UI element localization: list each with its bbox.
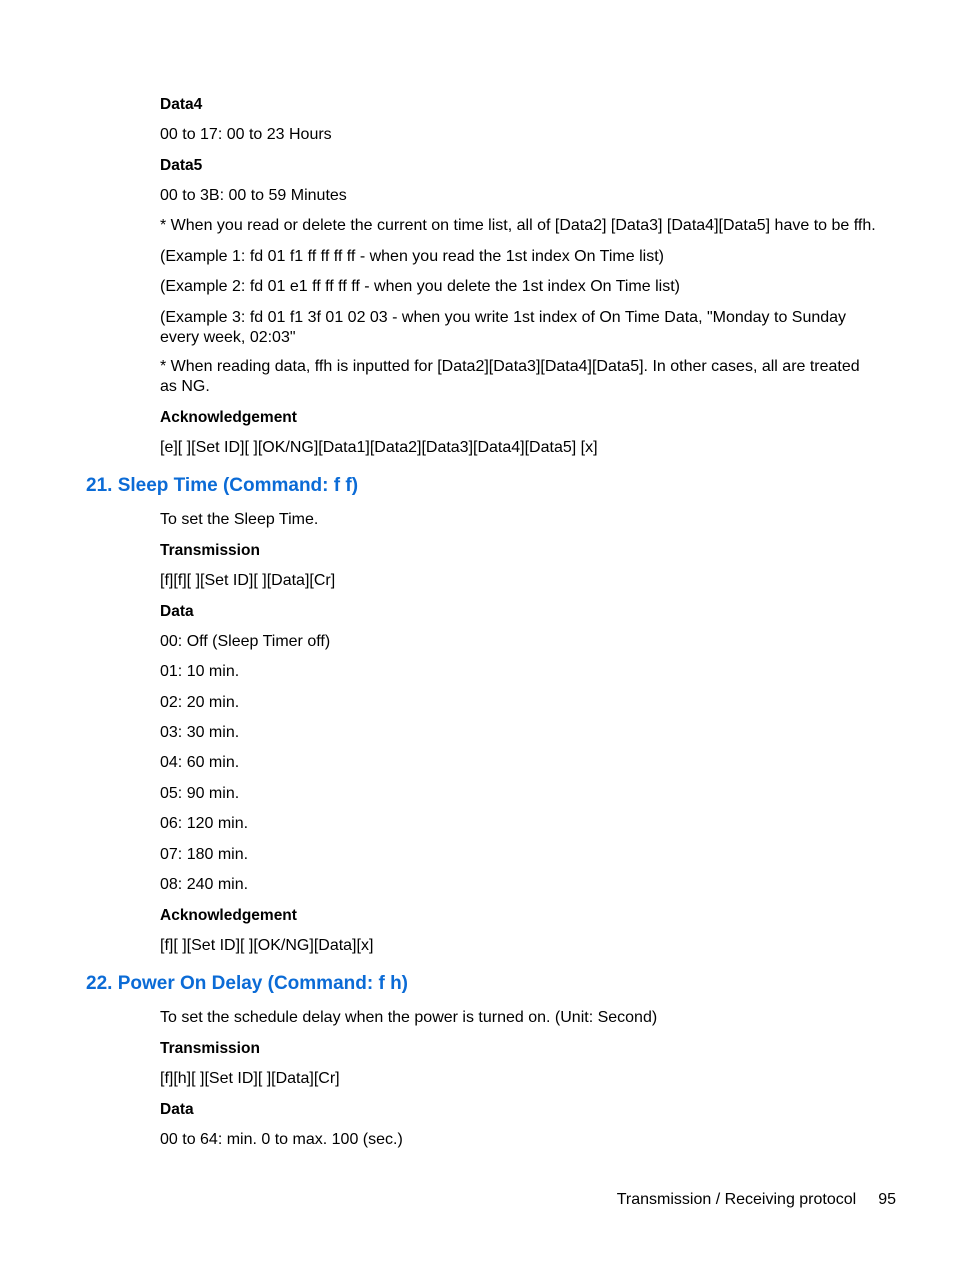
section-22-intro: To set the schedule delay when the power is turned on. (Unit: Second) [160, 1009, 658, 1026]
section-21-acknowledgement-value: [f][ ][Set ID][ ][OK/NG][Data][x] [160, 937, 374, 954]
sleep-option: 02: 20 min. [160, 694, 240, 711]
acknowledgement-label: Acknowledgement [160, 409, 297, 426]
sleep-option: 07: 180 min. [160, 846, 249, 863]
example-3: (Example 3: fd 01 f1 3f 01 02 03 - when you write 1st index of On Time Data, "Monday to Sunday every week, 02:03" [160, 309, 847, 346]
sleep-option: 08: 240 min. [160, 876, 249, 893]
note-read-delete: * When you read or delete the current on time list, all of [Data2] [Data3] [Data4][Data5] have to be ffh. [160, 217, 876, 234]
example-2: (Example 2: fd 01 e1 ff ff ff ff - when you delete the 1st index On Time list) [160, 278, 680, 295]
footer-title: Transmission / Receiving protocol [616, 1191, 857, 1208]
data5-value: 00 to 3B: 00 to 59 Minutes [160, 187, 347, 204]
example-1: (Example 1: fd 01 f1 ff ff ff ff - when you read the 1st index On Time list) [160, 248, 664, 265]
sleep-option: 03: 30 min. [160, 724, 240, 741]
section-22-heading: 22. Power On Delay (Command: f h) [86, 973, 408, 994]
section-21-heading: 21. Sleep Time (Command: f f) [86, 475, 359, 496]
sleep-option: 00: Off (Sleep Timer off) [160, 633, 331, 650]
data5-label: Data5 [160, 157, 203, 174]
data4-label: Data4 [160, 96, 203, 113]
section-21-acknowledgement-label: Acknowledgement [160, 907, 297, 924]
section-22-data-label: Data [160, 1101, 194, 1118]
sleep-option: 05: 90 min. [160, 785, 240, 802]
section-22-data-value: 00 to 64: min. 0 to max. 100 (sec.) [160, 1131, 403, 1148]
section-21-intro: To set the Sleep Time. [160, 511, 319, 528]
page-footer [617, 1190, 896, 1210]
section-21-data-label: Data [160, 603, 194, 620]
acknowledgement-value: [e][ ][Set ID][ ][OK/NG][Data1][Data2][Data3][Data4][Data5] [x] [160, 439, 598, 456]
note-reading-data: * When reading data, ffh is inputted for [Data2][Data3][Data4][Data5]. In other cases, all are treated as NG. [160, 358, 860, 395]
section-21-transmission-value: [f][f][ ][Set ID][ ][Data][Cr] [160, 572, 336, 589]
section-22-transmission-label: Transmission [160, 1040, 260, 1057]
sleep-option: 06: 120 min. [160, 815, 249, 832]
data4-value: 00 to 17: 00 to 23 Hours [160, 126, 332, 143]
sleep-option: 04: 60 min. [160, 754, 240, 771]
sleep-option: 01: 10 min. [160, 663, 240, 680]
section-21-transmission-label: Transmission [160, 542, 260, 559]
section-22-transmission-value: [f][h][ ][Set ID][ ][Data][Cr] [160, 1070, 340, 1087]
page-number: 95 [878, 1191, 896, 1208]
